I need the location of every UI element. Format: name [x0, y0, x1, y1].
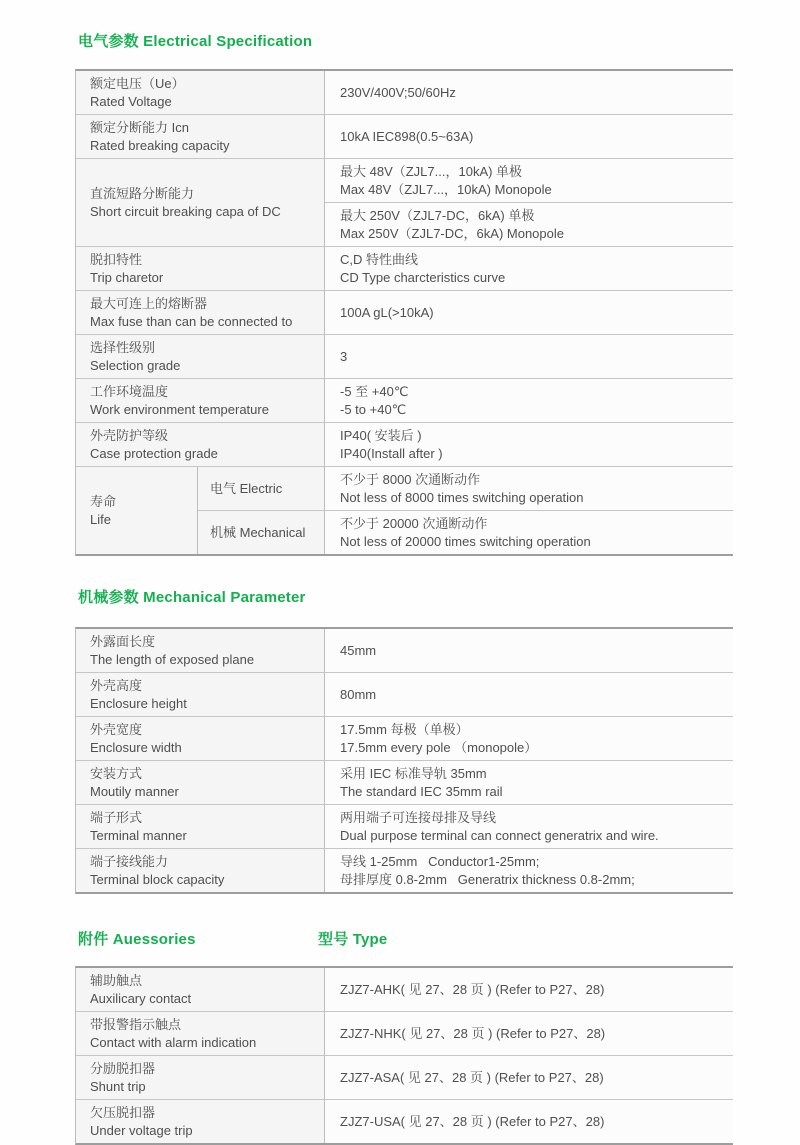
mechanical-param-table: [75, 627, 733, 894]
label-en: Contact with alarm indication: [90, 1034, 257, 1050]
value-line: 采用 IEC 标准导轨 35mm: [340, 766, 487, 781]
value-line: -5 至 +40℃: [340, 384, 409, 399]
label-zh: 外壳防护等级: [90, 428, 169, 443]
table-row-dc-breaking: [76, 159, 733, 247]
row-value: [325, 673, 733, 716]
label-en: Rated breaking capacity: [90, 137, 230, 153]
value-line: ZJZ7-ASA( 见 27、28 页 ) (Refer to P27、28): [340, 1069, 604, 1085]
value-line: ZJZ7-NHK( 见 27、28 页 ) (Refer to P27、28): [340, 1025, 606, 1041]
row-label: [76, 423, 325, 466]
value-line: 10kA IEC898(0.5~63A): [340, 128, 474, 144]
table-row-trip-character: [76, 247, 733, 291]
value-line: Max 250V（ZJL7-DC，6kA) Monopole: [340, 225, 564, 241]
value-line: The standard IEC 35mm rail: [340, 783, 503, 799]
row-label: [76, 335, 325, 378]
label-zh: 外露面长度: [90, 634, 156, 649]
life-mechanical-value: [325, 511, 733, 554]
table-row-mounting: [76, 761, 733, 805]
label-en: Selection grade: [90, 357, 181, 373]
label-en: Enclosure width: [90, 739, 182, 755]
row-value: [325, 247, 733, 290]
label-en: Max fuse than can be connected to: [90, 313, 293, 329]
value-line: C,D 特性曲线: [340, 252, 419, 267]
label-zh: 脱扣特性: [90, 252, 143, 267]
row-label: [76, 159, 325, 246]
label-en: Terminal block capacity: [90, 871, 225, 887]
value-line: 230V/400V;50/60Hz: [340, 84, 456, 100]
row-value: [325, 115, 733, 158]
label-en: Short circuit breaking capa of DC: [90, 203, 281, 219]
label-zh: 寿命: [90, 494, 117, 509]
sublabel-text: 机械 Mechanical: [210, 524, 306, 540]
value-line: -5 to +40℃: [340, 401, 407, 417]
row-value: [325, 379, 733, 422]
row-label: [76, 71, 325, 114]
row-value: [325, 1056, 733, 1099]
table-row-shunt-trip: [76, 1056, 733, 1100]
row-value: [325, 1100, 733, 1143]
table-row-exposed-length: [76, 629, 733, 673]
value-line: Not less of 8000 times switching operation: [340, 489, 584, 505]
label-en: Auxilicary contact: [90, 990, 192, 1006]
label-zh: 分励脱扣器: [90, 1061, 156, 1076]
value-line: 最大 250V（ZJL7-DC，6kA) 单极: [340, 208, 535, 223]
table-row-alarm-contact: [76, 1012, 733, 1056]
row-value: [325, 423, 733, 466]
electrical-spec-table: [75, 69, 733, 556]
table-row-selection-grade: [76, 335, 733, 379]
label-zh: 直流短路分断能力: [90, 186, 195, 201]
label-zh: 端子形式: [90, 810, 143, 825]
section-title-type: 型号 Type: [318, 931, 388, 948]
row-label: [76, 968, 325, 1011]
table-row-enclosure-height: [76, 673, 733, 717]
row-label: [76, 1100, 325, 1143]
value-line: 17.5mm 每极（单极）: [340, 722, 469, 737]
row-value: [325, 717, 733, 760]
label-en: Terminal manner: [90, 827, 187, 843]
value-line: Max 48V（ZJL7...，10kA) Monopole: [340, 181, 552, 197]
label-en: Moutily manner: [90, 783, 179, 799]
table-row-breaking-capacity: [76, 115, 733, 159]
row-value: [325, 71, 733, 114]
life-electric-label: [198, 467, 325, 510]
table-row-terminal-manner: [76, 805, 733, 849]
row-label: [76, 849, 325, 892]
value-line: 不少于 8000 次通断动作: [340, 472, 481, 487]
value-line: 导线 1-25mm Conductor1-25mm;: [340, 854, 540, 869]
value-line: IP40(Install after ): [340, 445, 443, 461]
value-line: 100A gL(>10kA): [340, 304, 434, 320]
row-value: [325, 849, 733, 892]
value-line: CD Type charcteristics curve: [340, 269, 506, 285]
value-line: ZJZ7-AHK( 见 27、28 页 ) (Refer to P27、28): [340, 981, 605, 997]
label-en: Trip charetor: [90, 269, 164, 285]
row-value: [325, 291, 733, 334]
label-zh: 端子接线能力: [90, 854, 169, 869]
table-row-auxiliary-contact: [76, 968, 733, 1012]
label-zh: 外壳高度: [90, 678, 143, 693]
label-en: Rated Voltage: [90, 93, 172, 109]
value-line: 最大 48V（ZJL7...，10kA) 单极: [340, 164, 523, 179]
row-value: [325, 335, 733, 378]
life-stack: [198, 467, 733, 554]
table-row-case-protection: [76, 423, 733, 467]
value-line: 3: [340, 348, 348, 364]
value-line: Dual purpose terminal can connect generatrix and wire.: [340, 827, 659, 843]
row-label: [76, 761, 325, 804]
row-label: [76, 805, 325, 848]
label-en: Under voltage trip: [90, 1122, 193, 1138]
accessories-table: [75, 966, 733, 1145]
accessories-title-row: [78, 928, 800, 949]
label-zh: 工作环境温度: [90, 384, 169, 399]
dc-250v-cell: [325, 203, 733, 246]
label-en: The length of exposed plane: [90, 651, 255, 667]
row-label: [76, 717, 325, 760]
label-en: Shunt trip: [90, 1078, 146, 1094]
life-electric-value: [325, 467, 733, 510]
table-row-undervoltage-trip: [76, 1100, 733, 1143]
value-line: ZJZ7-USA( 见 27、28 页 ) (Refer to P27、28): [340, 1113, 605, 1129]
dc-value-stack: [325, 159, 733, 246]
label-en: Enclosure height: [90, 695, 187, 711]
row-value: [325, 761, 733, 804]
life-mechanical-row: [198, 511, 733, 554]
value-line: IP40( 安装后 ): [340, 428, 422, 443]
row-label: [76, 1012, 325, 1055]
sublabel-text: 电气 Electric: [210, 480, 283, 496]
label-en: Case protection grade: [90, 445, 218, 461]
label-zh: 带报警指示触点: [90, 1017, 182, 1032]
table-row-terminal-capacity: [76, 849, 733, 892]
row-value: [325, 1012, 733, 1055]
label-zh: 额定分断能力 Icn: [90, 120, 189, 135]
row-label: [76, 291, 325, 334]
value-line: 母排厚度 0.8-2mm Generatrix thickness 0.8-2mm;: [340, 871, 635, 887]
value-line: Not less of 20000 times switching operation: [340, 533, 591, 549]
label-zh: 外壳宽度: [90, 722, 143, 737]
table-row-rated-voltage: [76, 71, 733, 115]
row-label: [76, 629, 325, 672]
life-label: [76, 467, 198, 554]
row-label: [76, 115, 325, 158]
row-label: [76, 673, 325, 716]
value-line: 45mm: [340, 642, 377, 658]
row-value: [325, 629, 733, 672]
section-title-accessories: 附件 Auessories: [78, 931, 196, 948]
value-line: 17.5mm every pole （monopole）: [340, 739, 538, 755]
table-row-max-fuse: [76, 291, 733, 335]
label-en: Work environment temperature: [90, 401, 269, 417]
life-electric-row: [198, 467, 733, 511]
label-zh: 最大可连上的熔断器: [90, 296, 208, 311]
value-line: 不少于 20000 次通断动作: [340, 516, 488, 531]
label-zh: 安装方式: [90, 766, 143, 781]
label-zh: 辅助触点: [90, 973, 143, 988]
dc-48v-cell: [325, 159, 733, 203]
value-line: 80mm: [340, 686, 377, 702]
table-row-work-temperature: [76, 379, 733, 423]
label-en: Life: [90, 511, 111, 527]
life-mechanical-label: [198, 511, 325, 554]
label-zh: 欠压脱扣器: [90, 1105, 156, 1120]
value-line: 两用端子可连接母排及导线: [340, 810, 497, 825]
table-row-enclosure-width: [76, 717, 733, 761]
row-value: [325, 968, 733, 1011]
table-row-life: [76, 467, 733, 554]
row-value: [325, 805, 733, 848]
row-label: [76, 379, 325, 422]
section-title-mechanical: 机械参数 Mechanical Parameter: [78, 589, 306, 606]
section-title-electrical: 电气参数 Electrical Specification: [78, 33, 313, 50]
label-zh: 额定电压（Ue）: [90, 76, 185, 91]
label-zh: 选择性级别: [90, 340, 156, 355]
row-label: [76, 247, 325, 290]
row-label: [76, 1056, 325, 1099]
